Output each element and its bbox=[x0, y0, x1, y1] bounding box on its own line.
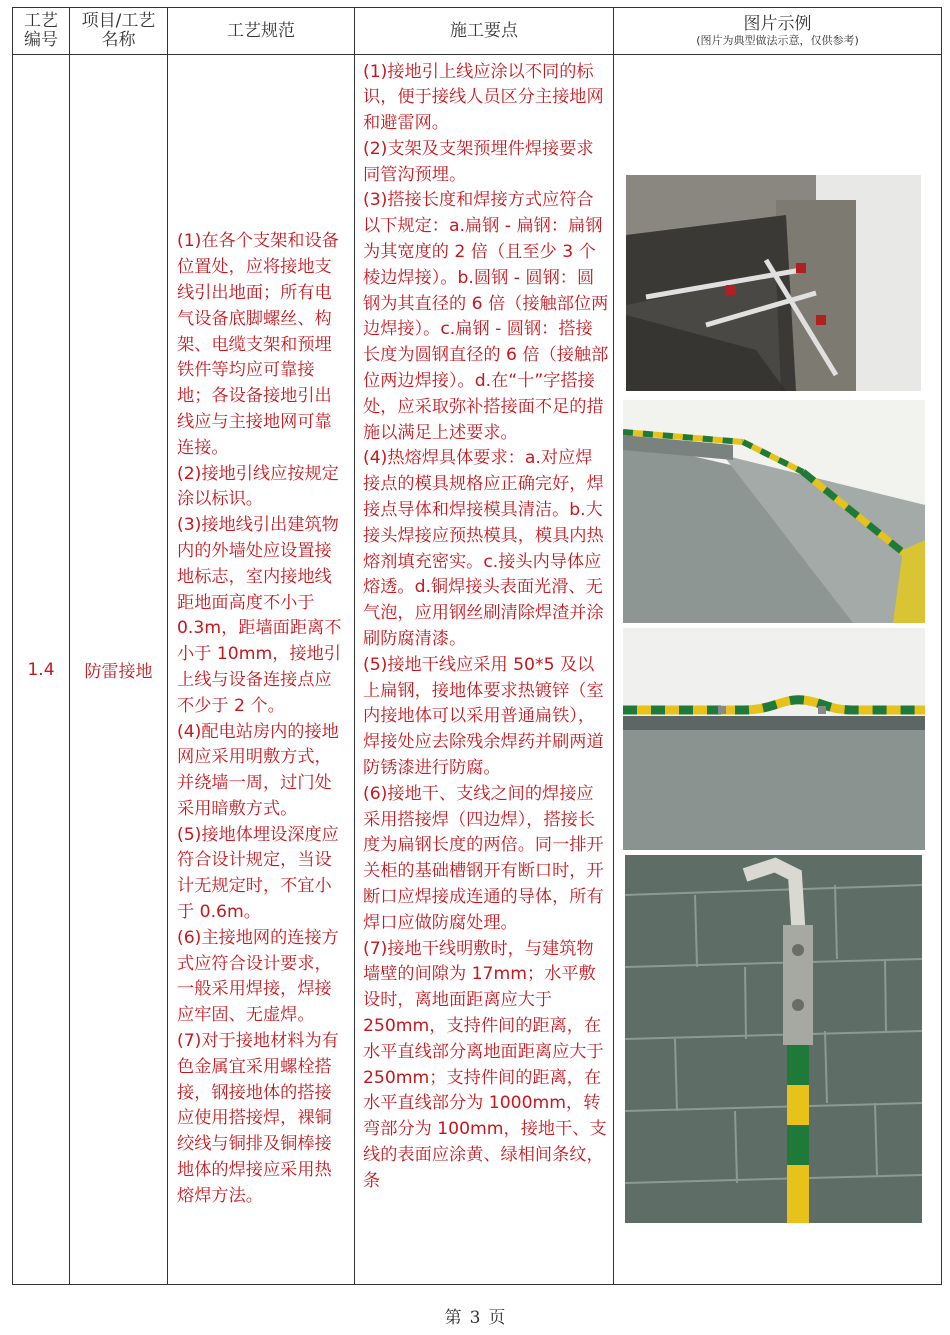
key-item: (2)支架及支架预埋件焊接要求同管沟预埋。 bbox=[363, 138, 594, 185]
header-spec: 工艺规范 bbox=[168, 8, 355, 55]
photo-cable-trench bbox=[626, 175, 921, 391]
photo-grounding-wall bbox=[623, 628, 925, 850]
page-number: 3 bbox=[469, 1308, 481, 1328]
header-name: 项目/工艺名称 bbox=[70, 8, 168, 55]
striped-lead bbox=[787, 1045, 809, 1223]
spec-item: (2)接地引线应按规定涂以标识。 bbox=[177, 463, 339, 510]
footer-suffix: 页 bbox=[488, 1308, 506, 1328]
key-item: (6)接地干、支线之间的焊接应采用搭接焊（四边焊），搭接长度为扁钢长度的两倍。同一排开关柜的基础槽钢开有断口时，开断口应焊接成连通的导体，所有焊口应做防腐处理。 bbox=[363, 783, 604, 933]
header-pic bbox=[614, 8, 942, 55]
key-item: (4)热熔焊具体要求：a.对应焊接点的模具规格应正确完好，焊接点导体和焊接模具清洁。b.大接头焊接应预热模具，模具内热熔剂填充密实。c.接头内导体应熔透。d.铜焊接头表面光滑、无气泡，应用钢丝刷清除焊渣并涂刷防腐清漆。 bbox=[363, 448, 604, 650]
spec-item: (5)接地体埋设深度应符合设计规定，当设计无规定时，不宜小于 0.6m。 bbox=[177, 824, 339, 923]
header-key: 施工要点 bbox=[355, 8, 614, 55]
photo-grounding-room bbox=[623, 400, 925, 623]
row-spec bbox=[168, 55, 355, 1285]
footer-prefix: 第 bbox=[444, 1308, 462, 1328]
header-pic-title: 图片示例 bbox=[743, 13, 812, 34]
key-item: (3)搭接长度和焊接方式应符合以下规定：a.扁钢 - 扁钢：扁钢为其宽度的 2 倍（且至少 3 个棱边焊接）。b.圆钢 - 圆钢：圆钢为其直径的 6 倍（接触部位两边焊接）。c.扁钢 - 圆钢：搭接长度为圆钢直径的 6 倍（接触部位两边焊接）。d.在“十”字搭接处，应采取弥补搭接面不足的措施以满足上述要求。 bbox=[363, 190, 609, 443]
spec-item: (3)接地线引出建筑物内的外墙处应设置接地标志，室内接地线距地面高度不小于 0.3m，距墙面距离不小于 10mm，接地引上线与设备连接点应不少于 2 个。 bbox=[177, 515, 342, 716]
row-name: 防雷接地 bbox=[70, 55, 168, 1285]
page-footer bbox=[0, 1303, 950, 1328]
spec-item: (6)主接地网的连接方式应符合设计要求，一般采用焊接，焊接应牢固、无虚焊。 bbox=[177, 927, 339, 1026]
spec-item: (7)对于接地材料为有色金属宜采用螺栓搭接，钢接地体的搭接应使用搭接焊，裸铜绞线与铜排及铜棒接地体的焊接应采用热熔焊方法。 bbox=[177, 1031, 339, 1206]
spec-item: (1)在各个支架和设备位置处，应将接地支线引出地面；所有电气设备底脚螺丝、构架、电缆支架和预埋铁件等均应可靠接地；各设备接地引出线应与主接地网可靠连接。 bbox=[177, 231, 339, 458]
key-item: (7)接地干线明敷时，与建筑物墙壁的间隙为 17mm；水平敷设时，离地面距离应大于 250mm，支持件间的距离，在水平直线部分离地面距离应大于 250mm；支持件间的距离，在水平直线部分为 1000mm，转弯部分为 100mm，接地干、支线的表面应涂黄、绿相间条纹，条 bbox=[363, 938, 607, 1191]
spec-item: (4)配电站房内的接地网应采用明敷方式，并绕墙一周，过门处采用暗敷方式。 bbox=[177, 721, 339, 819]
row-key bbox=[355, 55, 614, 1285]
key-item: (5)接地干线应采用 50*5 及以上扁钢，接地体要求热镀锌（室内接地体可以采用普通扁铁），焊接处应去除残余焊药并刷两道防锈漆进行防腐。 bbox=[363, 654, 604, 779]
row-code: 1.4 bbox=[13, 55, 70, 1285]
header-code: 工艺编号 bbox=[13, 8, 70, 55]
photo-ground-lead bbox=[625, 855, 922, 1223]
key-item: (1)接地引上线应涂以不同的标识，便于接线人员区分主接地网和避雷网。 bbox=[363, 61, 604, 134]
header-pic-note: (图片为典型做法示意，仅供参考) bbox=[696, 33, 859, 47]
table-header-row bbox=[13, 8, 942, 55]
